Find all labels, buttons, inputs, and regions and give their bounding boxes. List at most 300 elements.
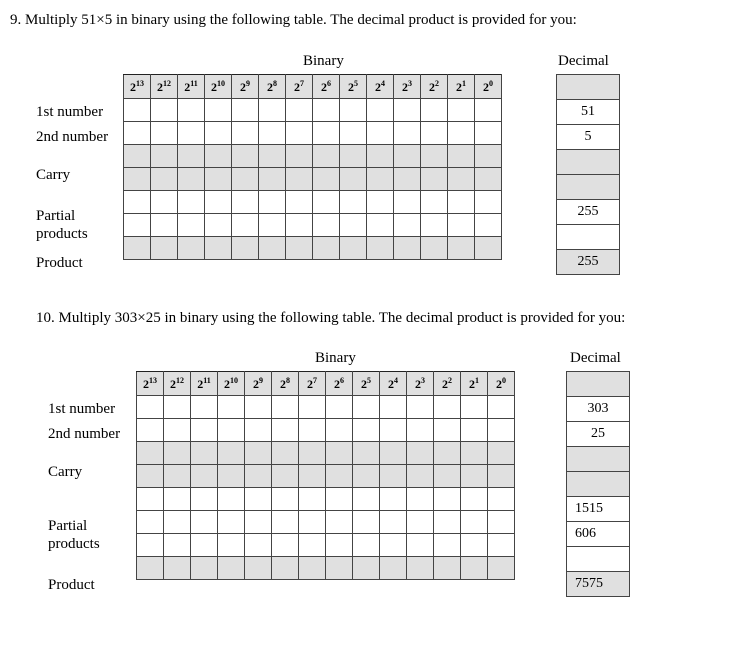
power-base: 2 — [157, 79, 163, 94]
power-base: 2 — [307, 376, 313, 391]
binary-cell[interactable] — [461, 442, 488, 465]
binary-cell[interactable] — [353, 396, 380, 419]
binary-cell[interactable] — [448, 237, 475, 260]
binary-cell[interactable] — [205, 191, 232, 214]
binary-cell[interactable] — [394, 99, 421, 122]
power-base: 2 — [321, 79, 327, 94]
binary-cell[interactable] — [164, 488, 191, 511]
binary-cell[interactable] — [232, 191, 259, 214]
binary-cell[interactable] — [272, 442, 299, 465]
grid-row-partial — [137, 534, 515, 557]
binary-cell[interactable] — [475, 122, 502, 145]
binary-cell[interactable] — [286, 168, 313, 191]
binary-cell[interactable] — [124, 168, 151, 191]
binary-cell[interactable] — [313, 191, 340, 214]
binary-cell[interactable] — [245, 534, 272, 557]
binary-cell[interactable] — [286, 237, 313, 260]
power-base: 2 — [429, 79, 435, 94]
power-header-2-6 — [313, 75, 340, 99]
binary-cell[interactable] — [218, 465, 245, 488]
power-header-2-4 — [380, 372, 407, 396]
binary-cell[interactable] — [299, 488, 326, 511]
binary-cell[interactable] — [353, 465, 380, 488]
binary-cell[interactable] — [394, 168, 421, 191]
power-base: 2 — [143, 376, 149, 391]
binary-cell[interactable] — [367, 237, 394, 260]
power-exponent: 11 — [203, 375, 211, 385]
binary-cell[interactable] — [394, 237, 421, 260]
binary-cell[interactable] — [326, 534, 353, 557]
binary-cell[interactable] — [475, 214, 502, 237]
binary-cell[interactable] — [488, 511, 515, 534]
binary-cell[interactable] — [137, 419, 164, 442]
binary-cell[interactable] — [245, 396, 272, 419]
binary-cell[interactable] — [299, 465, 326, 488]
decimal-second: 25 — [567, 422, 630, 447]
binary-cell[interactable] — [407, 488, 434, 511]
binary-cell[interactable] — [340, 237, 367, 260]
power-exponent: 13 — [136, 78, 144, 88]
binary-cell[interactable] — [326, 465, 353, 488]
binary-cell[interactable] — [340, 191, 367, 214]
binary-cell[interactable] — [461, 511, 488, 534]
problem-10-label-carry: Carry — [48, 464, 83, 480]
binary-cell[interactable] — [124, 214, 151, 237]
binary-cell[interactable] — [191, 396, 218, 419]
power-exponent: 2 — [448, 375, 452, 385]
grid-row-carry — [137, 465, 515, 488]
binary-cell[interactable] — [448, 99, 475, 122]
power-base: 2 — [280, 376, 286, 391]
binary-cell[interactable] — [340, 99, 367, 122]
binary-cell[interactable] — [137, 534, 164, 557]
binary-cell[interactable] — [218, 557, 245, 580]
power-exponent: 4 — [394, 375, 398, 385]
power-header-2-12 — [164, 372, 191, 396]
power-exponent: 7 — [313, 375, 317, 385]
binary-cell[interactable] — [380, 465, 407, 488]
binary-cell[interactable] — [340, 145, 367, 168]
power-base: 2 — [415, 376, 421, 391]
binary-cell[interactable] — [461, 396, 488, 419]
binary-cell[interactable] — [164, 396, 191, 419]
binary-cell[interactable] — [245, 557, 272, 580]
binary-cell[interactable] — [124, 122, 151, 145]
power-base: 2 — [197, 376, 204, 391]
binary-cell[interactable] — [272, 419, 299, 442]
binary-cell[interactable] — [367, 214, 394, 237]
binary-cell[interactable] — [407, 534, 434, 557]
decimal-carry-1 — [557, 150, 620, 175]
binary-cell[interactable] — [407, 419, 434, 442]
binary-cell[interactable] — [448, 214, 475, 237]
binary-cell[interactable] — [421, 214, 448, 237]
binary-cell[interactable] — [434, 465, 461, 488]
binary-cell[interactable] — [313, 214, 340, 237]
binary-cell[interactable] — [434, 511, 461, 534]
grid-row-product — [137, 557, 515, 580]
power-exponent: 3 — [421, 375, 425, 385]
power-header-2-13 — [137, 372, 164, 396]
decimal-first: 303 — [567, 397, 630, 422]
binary-cell[interactable] — [434, 557, 461, 580]
power-exponent: 6 — [340, 375, 344, 385]
problem-9-label-products: products — [36, 226, 88, 242]
binary-cell[interactable] — [191, 534, 218, 557]
grid-row-carry — [124, 168, 502, 191]
binary-cell[interactable] — [272, 511, 299, 534]
binary-cell[interactable] — [367, 191, 394, 214]
binary-cell[interactable] — [326, 442, 353, 465]
binary-cell[interactable] — [461, 419, 488, 442]
binary-cell[interactable] — [218, 396, 245, 419]
binary-cell[interactable] — [245, 511, 272, 534]
grid-row-second — [137, 419, 515, 442]
binary-cell[interactable] — [380, 442, 407, 465]
binary-cell[interactable] — [272, 488, 299, 511]
power-header-2-9 — [245, 372, 272, 396]
binary-cell[interactable] — [164, 534, 191, 557]
binary-cell[interactable] — [326, 557, 353, 580]
power-base: 2 — [294, 79, 300, 94]
power-exponent: 10 — [217, 78, 225, 88]
binary-cell[interactable] — [151, 168, 178, 191]
binary-cell[interactable] — [340, 168, 367, 191]
binary-cell[interactable] — [299, 419, 326, 442]
binary-cell[interactable] — [286, 99, 313, 122]
binary-cell[interactable] — [124, 145, 151, 168]
power-header-2-10 — [218, 372, 245, 396]
binary-cell[interactable] — [151, 99, 178, 122]
binary-cell[interactable] — [448, 168, 475, 191]
binary-cell[interactable] — [407, 557, 434, 580]
binary-cell[interactable] — [353, 534, 380, 557]
binary-cell[interactable] — [218, 488, 245, 511]
binary-cell[interactable] — [394, 214, 421, 237]
binary-cell[interactable] — [259, 191, 286, 214]
power-base: 2 — [402, 79, 408, 94]
binary-cell[interactable] — [218, 419, 245, 442]
binary-cell[interactable] — [313, 122, 340, 145]
binary-cell[interactable] — [380, 396, 407, 419]
grid-row-carry — [137, 442, 515, 465]
binary-cell[interactable] — [191, 419, 218, 442]
power-header-2-5 — [353, 372, 380, 396]
binary-cell[interactable] — [475, 99, 502, 122]
binary-cell[interactable] — [218, 511, 245, 534]
binary-cell[interactable] — [407, 465, 434, 488]
decimal-partial-a: 1515 — [567, 497, 630, 522]
binary-cell[interactable] — [164, 419, 191, 442]
binary-cell[interactable] — [475, 168, 502, 191]
binary-cell[interactable] — [313, 145, 340, 168]
binary-cell[interactable] — [407, 396, 434, 419]
binary-cell[interactable] — [367, 145, 394, 168]
binary-cell[interactable] — [488, 396, 515, 419]
binary-cell[interactable] — [137, 442, 164, 465]
power-header-2-8 — [259, 75, 286, 99]
grid-row-partial — [137, 488, 515, 511]
grid-row-second — [124, 122, 502, 145]
binary-cell[interactable] — [448, 145, 475, 168]
power-header-2-13 — [124, 75, 151, 99]
binary-cell[interactable] — [151, 214, 178, 237]
binary-cell[interactable] — [259, 237, 286, 260]
binary-cell[interactable] — [488, 419, 515, 442]
binary-cell[interactable] — [488, 442, 515, 465]
binary-cell[interactable] — [340, 214, 367, 237]
binary-cell[interactable] — [448, 191, 475, 214]
binary-cell[interactable] — [461, 557, 488, 580]
binary-cell[interactable] — [475, 145, 502, 168]
binary-cell[interactable] — [326, 396, 353, 419]
power-base: 2 — [442, 376, 448, 391]
power-exponent: 1 — [462, 78, 466, 88]
decimal-partial-a: 255 — [557, 200, 620, 225]
binary-cell[interactable] — [394, 122, 421, 145]
binary-cell[interactable] — [421, 191, 448, 214]
binary-cell[interactable] — [367, 99, 394, 122]
power-header-2-3 — [394, 75, 421, 99]
binary-cell[interactable] — [259, 99, 286, 122]
power-exponent: 10 — [230, 375, 238, 385]
binary-cell[interactable] — [340, 122, 367, 145]
binary-cell[interactable] — [461, 534, 488, 557]
binary-cell[interactable] — [434, 442, 461, 465]
grid-row-product — [124, 237, 502, 260]
binary-cell[interactable] — [421, 145, 448, 168]
decimal-product: 255 — [557, 250, 620, 275]
binary-cell[interactable] — [475, 237, 502, 260]
binary-cell[interactable] — [178, 214, 205, 237]
binary-cell[interactable] — [191, 511, 218, 534]
binary-cell[interactable] — [380, 488, 407, 511]
binary-cell[interactable] — [218, 534, 245, 557]
binary-cell[interactable] — [353, 511, 380, 534]
binary-cell[interactable] — [164, 511, 191, 534]
binary-cell[interactable] — [151, 237, 178, 260]
binary-cell[interactable] — [434, 419, 461, 442]
power-exponent: 0 — [489, 78, 493, 88]
binary-cell[interactable] — [380, 557, 407, 580]
binary-cell[interactable] — [380, 511, 407, 534]
binary-cell[interactable] — [353, 557, 380, 580]
binary-cell[interactable] — [191, 465, 218, 488]
binary-cell[interactable] — [232, 168, 259, 191]
binary-cell[interactable] — [313, 237, 340, 260]
binary-cell[interactable] — [367, 122, 394, 145]
power-base: 2 — [456, 79, 462, 94]
binary-cell[interactable] — [421, 168, 448, 191]
binary-cell[interactable] — [151, 145, 178, 168]
binary-cell[interactable] — [394, 191, 421, 214]
problem-10-decimal-table — [566, 371, 630, 597]
binary-cell[interactable] — [178, 145, 205, 168]
binary-cell[interactable] — [124, 99, 151, 122]
power-exponent: 7 — [300, 78, 304, 88]
binary-cell[interactable] — [245, 465, 272, 488]
binary-cell[interactable] — [151, 191, 178, 214]
binary-cell[interactable] — [124, 191, 151, 214]
binary-cell[interactable] — [353, 488, 380, 511]
power-exponent: 5 — [367, 375, 371, 385]
grid-row-partial — [124, 191, 502, 214]
binary-cell[interactable] — [299, 442, 326, 465]
binary-cell[interactable] — [191, 488, 218, 511]
binary-cell[interactable] — [434, 534, 461, 557]
binary-cell[interactable] — [326, 488, 353, 511]
binary-cell[interactable] — [137, 396, 164, 419]
binary-cell[interactable] — [272, 534, 299, 557]
binary-cell[interactable] — [488, 488, 515, 511]
problem-10-label-first: 1st number — [48, 401, 116, 417]
binary-cell[interactable] — [272, 396, 299, 419]
power-exponent: 1 — [475, 375, 479, 385]
power-header-2-11 — [178, 75, 205, 99]
decimal-product: 7575 — [567, 572, 630, 597]
binary-cell[interactable] — [164, 557, 191, 580]
problem-9-label-product: Product — [36, 255, 83, 271]
binary-cell[interactable] — [286, 191, 313, 214]
binary-cell[interactable] — [178, 122, 205, 145]
power-header-2-6 — [326, 372, 353, 396]
binary-cell[interactable] — [124, 237, 151, 260]
power-exponent: 5 — [354, 78, 358, 88]
power-base: 2 — [361, 376, 367, 391]
power-base: 2 — [267, 79, 273, 94]
problem-10-label-product: Product — [48, 577, 95, 593]
binary-cell[interactable] — [245, 442, 272, 465]
decimal-first: 51 — [557, 100, 620, 125]
binary-cell[interactable] — [313, 168, 340, 191]
binary-cell[interactable] — [191, 442, 218, 465]
binary-cell[interactable] — [245, 488, 272, 511]
binary-cell[interactable] — [286, 214, 313, 237]
binary-cell[interactable] — [205, 168, 232, 191]
binary-cell[interactable] — [218, 442, 245, 465]
binary-cell[interactable] — [461, 465, 488, 488]
binary-cell[interactable] — [488, 534, 515, 557]
binary-cell[interactable] — [299, 511, 326, 534]
binary-cell[interactable] — [232, 237, 259, 260]
binary-cell[interactable] — [286, 122, 313, 145]
binary-cell[interactable] — [259, 145, 286, 168]
binary-cell[interactable] — [232, 214, 259, 237]
binary-cell[interactable] — [164, 442, 191, 465]
power-base: 2 — [170, 376, 176, 391]
power-base: 2 — [388, 376, 394, 391]
binary-cell[interactable] — [434, 396, 461, 419]
power-header-2-4 — [367, 75, 394, 99]
binary-cell[interactable] — [178, 191, 205, 214]
binary-cell[interactable] — [259, 168, 286, 191]
binary-cell[interactable] — [151, 122, 178, 145]
binary-cell[interactable] — [407, 442, 434, 465]
binary-cell[interactable] — [272, 465, 299, 488]
power-header-2-3 — [407, 372, 434, 396]
binary-cell[interactable] — [326, 419, 353, 442]
grid-row-carry — [124, 145, 502, 168]
binary-cell[interactable] — [205, 214, 232, 237]
binary-cell[interactable] — [421, 122, 448, 145]
power-exponent: 12 — [163, 78, 171, 88]
binary-cell[interactable] — [299, 557, 326, 580]
binary-cell[interactable] — [137, 557, 164, 580]
binary-cell[interactable] — [353, 442, 380, 465]
power-header-2-11 — [191, 372, 218, 396]
binary-cell[interactable] — [191, 557, 218, 580]
binary-cell[interactable] — [353, 419, 380, 442]
binary-cell[interactable] — [313, 99, 340, 122]
binary-cell[interactable] — [380, 534, 407, 557]
power-exponent: 8 — [273, 78, 277, 88]
power-exponent: 9 — [246, 78, 250, 88]
binary-cell[interactable] — [205, 237, 232, 260]
binary-cell[interactable] — [326, 511, 353, 534]
problem-9-label-partial: Partial — [36, 208, 76, 224]
binary-cell[interactable] — [488, 557, 515, 580]
binary-cell[interactable] — [394, 145, 421, 168]
binary-cell[interactable] — [380, 419, 407, 442]
binary-cell[interactable] — [299, 396, 326, 419]
binary-cell[interactable] — [137, 511, 164, 534]
binary-cell[interactable] — [178, 237, 205, 260]
binary-cell[interactable] — [475, 191, 502, 214]
power-exponent: 6 — [327, 78, 331, 88]
binary-cell[interactable] — [488, 465, 515, 488]
power-base: 2 — [240, 79, 246, 94]
binary-cell[interactable] — [299, 534, 326, 557]
power-base: 2 — [130, 79, 136, 94]
binary-cell[interactable] — [164, 465, 191, 488]
binary-cell[interactable] — [137, 488, 164, 511]
binary-cell[interactable] — [272, 557, 299, 580]
binary-cell[interactable] — [232, 122, 259, 145]
binary-cell[interactable] — [407, 511, 434, 534]
binary-cell[interactable] — [137, 465, 164, 488]
decimal-partial-b: 606 — [567, 522, 630, 547]
binary-cell[interactable] — [245, 419, 272, 442]
binary-cell[interactable] — [259, 122, 286, 145]
power-header-2-0 — [475, 75, 502, 99]
binary-cell[interactable] — [421, 99, 448, 122]
problem-9-decimal-table — [556, 74, 620, 275]
binary-cell[interactable] — [259, 214, 286, 237]
binary-cell[interactable] — [434, 488, 461, 511]
binary-cell[interactable] — [448, 122, 475, 145]
power-header-2-7 — [299, 372, 326, 396]
binary-cell[interactable] — [232, 145, 259, 168]
binary-cell[interactable] — [205, 145, 232, 168]
problem-10-decimal-label: Decimal — [570, 350, 621, 366]
binary-cell[interactable] — [178, 99, 205, 122]
binary-cell[interactable] — [461, 488, 488, 511]
power-base: 2 — [375, 79, 381, 94]
binary-cell[interactable] — [205, 122, 232, 145]
problem-10-binary-label: Binary — [315, 350, 356, 366]
binary-cell[interactable] — [178, 168, 205, 191]
power-exponent: 8 — [286, 375, 290, 385]
problem-10-label-second: 2nd number — [48, 426, 121, 442]
binary-cell[interactable] — [286, 145, 313, 168]
power-header-2-7 — [286, 75, 313, 99]
binary-cell[interactable] — [367, 168, 394, 191]
binary-cell[interactable] — [205, 99, 232, 122]
binary-cell[interactable] — [421, 237, 448, 260]
problem-10-label-partial: Partial — [48, 518, 88, 534]
binary-cell[interactable] — [232, 99, 259, 122]
power-exponent: 4 — [381, 78, 385, 88]
